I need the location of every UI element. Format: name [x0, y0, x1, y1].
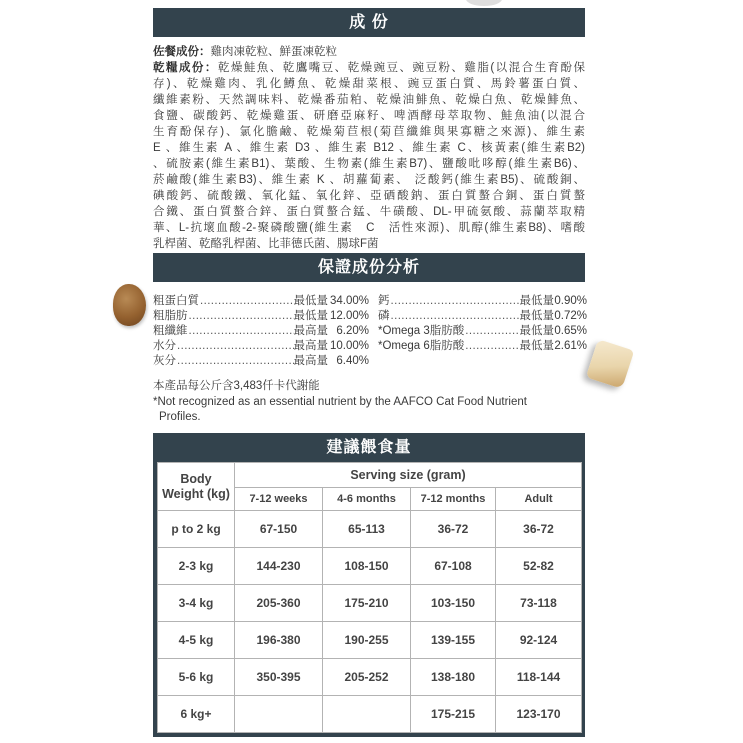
ingredient-line: 碘酸鈣、硫酸鐵、氧化錳、氧化鋅、亞硒酸鈉、蛋白質螯合銅、蛋白質螯 [153, 190, 585, 202]
nutrient-value: 34.00% [329, 295, 369, 307]
nutrient-value: 6.40% [336, 355, 369, 367]
ingredient-line: 、硫胺素(維生素B1)、葉酸、生物素(維生素B7)、鹽酸吡哆醇(維生素B6)、 [153, 158, 585, 170]
limit-type: 最高量 [293, 340, 328, 352]
weight-cell: p to 2 kg [158, 511, 235, 548]
kibble-ingredients: 乾燥鮭魚、乾鷹嘴豆、乾燥豌豆、豌豆粉、雞脂(以混合生育酚保 [217, 62, 585, 74]
aafco-footnote-continued: Profiles. [159, 411, 201, 423]
feeding-section-title: 建議餵食量 [326, 439, 412, 456]
serving-cell: 175-210 [323, 585, 411, 622]
dot-leader [390, 309, 520, 324]
column-header-7-12-months: 7-12 months [411, 488, 496, 511]
weight-cell: 6 kg+ [158, 696, 235, 733]
ingredient-line: 纖維素粉、天然調味料、乾燥番茄粕、乾燥油鯡魚、乾燥白魚、乾燥鯡魚、 [153, 94, 585, 106]
serving-cell: 175-215 [411, 696, 496, 733]
nutrient-value: 10.00% [329, 340, 369, 352]
limit-type: 最低量 [519, 295, 554, 307]
ingredient-line: 生育酚保存)、氯化膽鹼、乾燥菊苣根(菊苣纖維與果寡糖之來源)、維生素 [153, 126, 585, 138]
weight-header-line: Weight (kg) [162, 486, 230, 501]
kibble-label: 乾糧成份： [153, 62, 218, 74]
analysis-row [153, 324, 369, 339]
nutrient-name: 水分 [153, 340, 176, 352]
table-header-row [158, 463, 582, 488]
serving-cell: 205-360 [235, 585, 323, 622]
nutrient-value: 0.65% [554, 325, 587, 337]
table-row [158, 511, 582, 548]
table-row [158, 622, 582, 659]
dot-leader [176, 354, 294, 369]
analysis-row [153, 309, 369, 324]
feeding-guide [153, 433, 585, 737]
limit-type: 最高量 [293, 325, 328, 337]
weight-cell: 5-6 kg [158, 659, 235, 696]
ingredient-line: 菸鹼酸(維生素B3)、維生素 K 、胡蘿蔔素、 泛酸鈣(維生素B5)、硫酸銅、 [153, 174, 585, 186]
limit-type: 最低量 [519, 325, 554, 337]
column-header-4-6-months: 4-6 months [323, 488, 411, 511]
serving-cell: 65-113 [323, 511, 411, 548]
nutrient-name: 粗蛋白質 [153, 295, 199, 307]
kibble-image [113, 284, 146, 326]
nutrient-name: 粗纖維 [153, 325, 188, 337]
serving-size-header: Serving size (gram) [235, 463, 582, 488]
nutrient-value: 12.00% [329, 310, 369, 322]
ingredient-line [153, 60, 585, 76]
ingredient-line: 食鹽、碳酸鈣、乾燥雞蛋、研磨亞麻籽、啤酒酵母萃取物、鮭魚油(以混合 [153, 110, 585, 122]
weight-cell: 2-3 kg [158, 548, 235, 585]
nutrient-name: 磷 [378, 310, 390, 322]
nutrient-name: *Omega 3脂肪酸 [378, 325, 465, 337]
feeding-table [157, 462, 582, 733]
ingredients-text [153, 44, 585, 252]
serving-cell: 144-230 [235, 548, 323, 585]
serving-cell: 139-155 [411, 622, 496, 659]
analysis-notes [153, 379, 593, 426]
serving-cell [235, 696, 323, 733]
analysis-row [153, 354, 369, 369]
serving-cell: 138-180 [411, 659, 496, 696]
serving-cell: 118-144 [496, 659, 582, 696]
weight-cell: 4-5 kg [158, 622, 235, 659]
analysis-left-column [153, 294, 369, 369]
serving-cell: 67-150 [235, 511, 323, 548]
ingredients-section-title: 成 份 [153, 8, 585, 37]
serving-cell: 205-252 [323, 659, 411, 696]
analysis-row [153, 339, 369, 354]
ingredient-line [153, 44, 585, 60]
nutrient-name: 鈣 [378, 295, 390, 307]
ingredient-line: 存)、乾燥雞肉、乳化鱒魚、乾燥甜菜根、豌豆蛋白質、馬鈴薯蛋白質、 [153, 78, 585, 90]
analysis-row [378, 309, 587, 324]
weight-column-header [158, 463, 235, 511]
dot-leader [464, 324, 519, 339]
analysis-section-title: 保證成份分析 [153, 253, 585, 282]
weight-header-line: Body [180, 471, 212, 486]
dot-leader [176, 339, 294, 354]
topping-label: 佐餐成份： [153, 46, 211, 58]
serving-cell: 190-255 [323, 622, 411, 659]
nutrient-value: 2.61% [554, 340, 587, 352]
nutrient-value: 6.20% [336, 325, 369, 337]
table-row [158, 696, 582, 733]
ingredient-line: 合鐵、蛋白質螯合鋅、蛋白質螯合錳、牛磺酸、DL-甲硫氨酸、蒜蘭萃取精 [153, 206, 585, 218]
serving-cell: 92-124 [496, 622, 582, 659]
analysis-row [378, 294, 587, 309]
analysis-row [153, 294, 369, 309]
topping-ingredients: 雞肉凍乾粒、鮮蛋凍乾粒 [210, 46, 337, 58]
serving-cell: 73-118 [496, 585, 582, 622]
table-row [158, 548, 582, 585]
nutrient-name: *Omega 6脂肪酸 [378, 340, 465, 352]
column-header-7-12-weeks: 7-12 weeks [235, 488, 323, 511]
energy-note: 本產品每公斤含3,483仟卡代謝能 [153, 380, 320, 392]
limit-type: 最低量 [293, 310, 328, 322]
limit-type: 最低量 [519, 340, 554, 352]
serving-cell: 108-150 [323, 548, 411, 585]
nutrient-name: 粗脂肪 [153, 310, 188, 322]
dot-leader [188, 309, 294, 324]
serving-cell: 196-380 [235, 622, 323, 659]
analysis-row [378, 339, 587, 354]
limit-type: 最高量 [293, 355, 328, 367]
serving-cell: 123-170 [496, 696, 582, 733]
ingredient-line: 華、L-抗壞血酸-2-聚磷酸鹽(維生素 C 活性來源)、肌醇(維生素B8)、嗜酸 [153, 222, 585, 234]
column-header-adult: Adult [496, 488, 582, 511]
aafco-footnote: *Not recognized as an essential nutrient by the AAFCO Cat Food Nutrient [153, 395, 527, 408]
serving-cell [323, 696, 411, 733]
weight-cell: 3-4 kg [158, 585, 235, 622]
nutrient-name: 灰分 [153, 355, 176, 367]
table-row [158, 659, 582, 696]
serving-cell: 67-108 [411, 548, 496, 585]
dot-leader [188, 324, 294, 339]
freeze-dried-cube-image [586, 339, 635, 389]
serving-cell: 52-82 [496, 548, 582, 585]
serving-cell: 103-150 [411, 585, 496, 622]
table-row [158, 585, 582, 622]
analysis-right-column [378, 294, 587, 354]
serving-cell: 350-395 [235, 659, 323, 696]
nutrient-value: 0.72% [554, 310, 587, 322]
dot-leader [199, 294, 294, 309]
analysis-row [378, 324, 587, 339]
dot-leader [464, 339, 519, 354]
decorative-shape [466, 0, 502, 6]
ingredient-line: E 、維生素 A 、維生素 D3 、維生素 B12 、維生素 C、核黃素(維生素B2) [153, 142, 585, 154]
dot-leader [390, 294, 520, 309]
ingredient-line: 乳桿菌、乾酪乳桿菌、比菲德氏菌、腸球F菌 [153, 238, 379, 250]
nutrient-value: 0.90% [554, 295, 587, 307]
limit-type: 最低量 [519, 310, 554, 322]
serving-cell: 36-72 [496, 511, 582, 548]
limit-type: 最低量 [293, 295, 328, 307]
serving-cell: 36-72 [411, 511, 496, 548]
